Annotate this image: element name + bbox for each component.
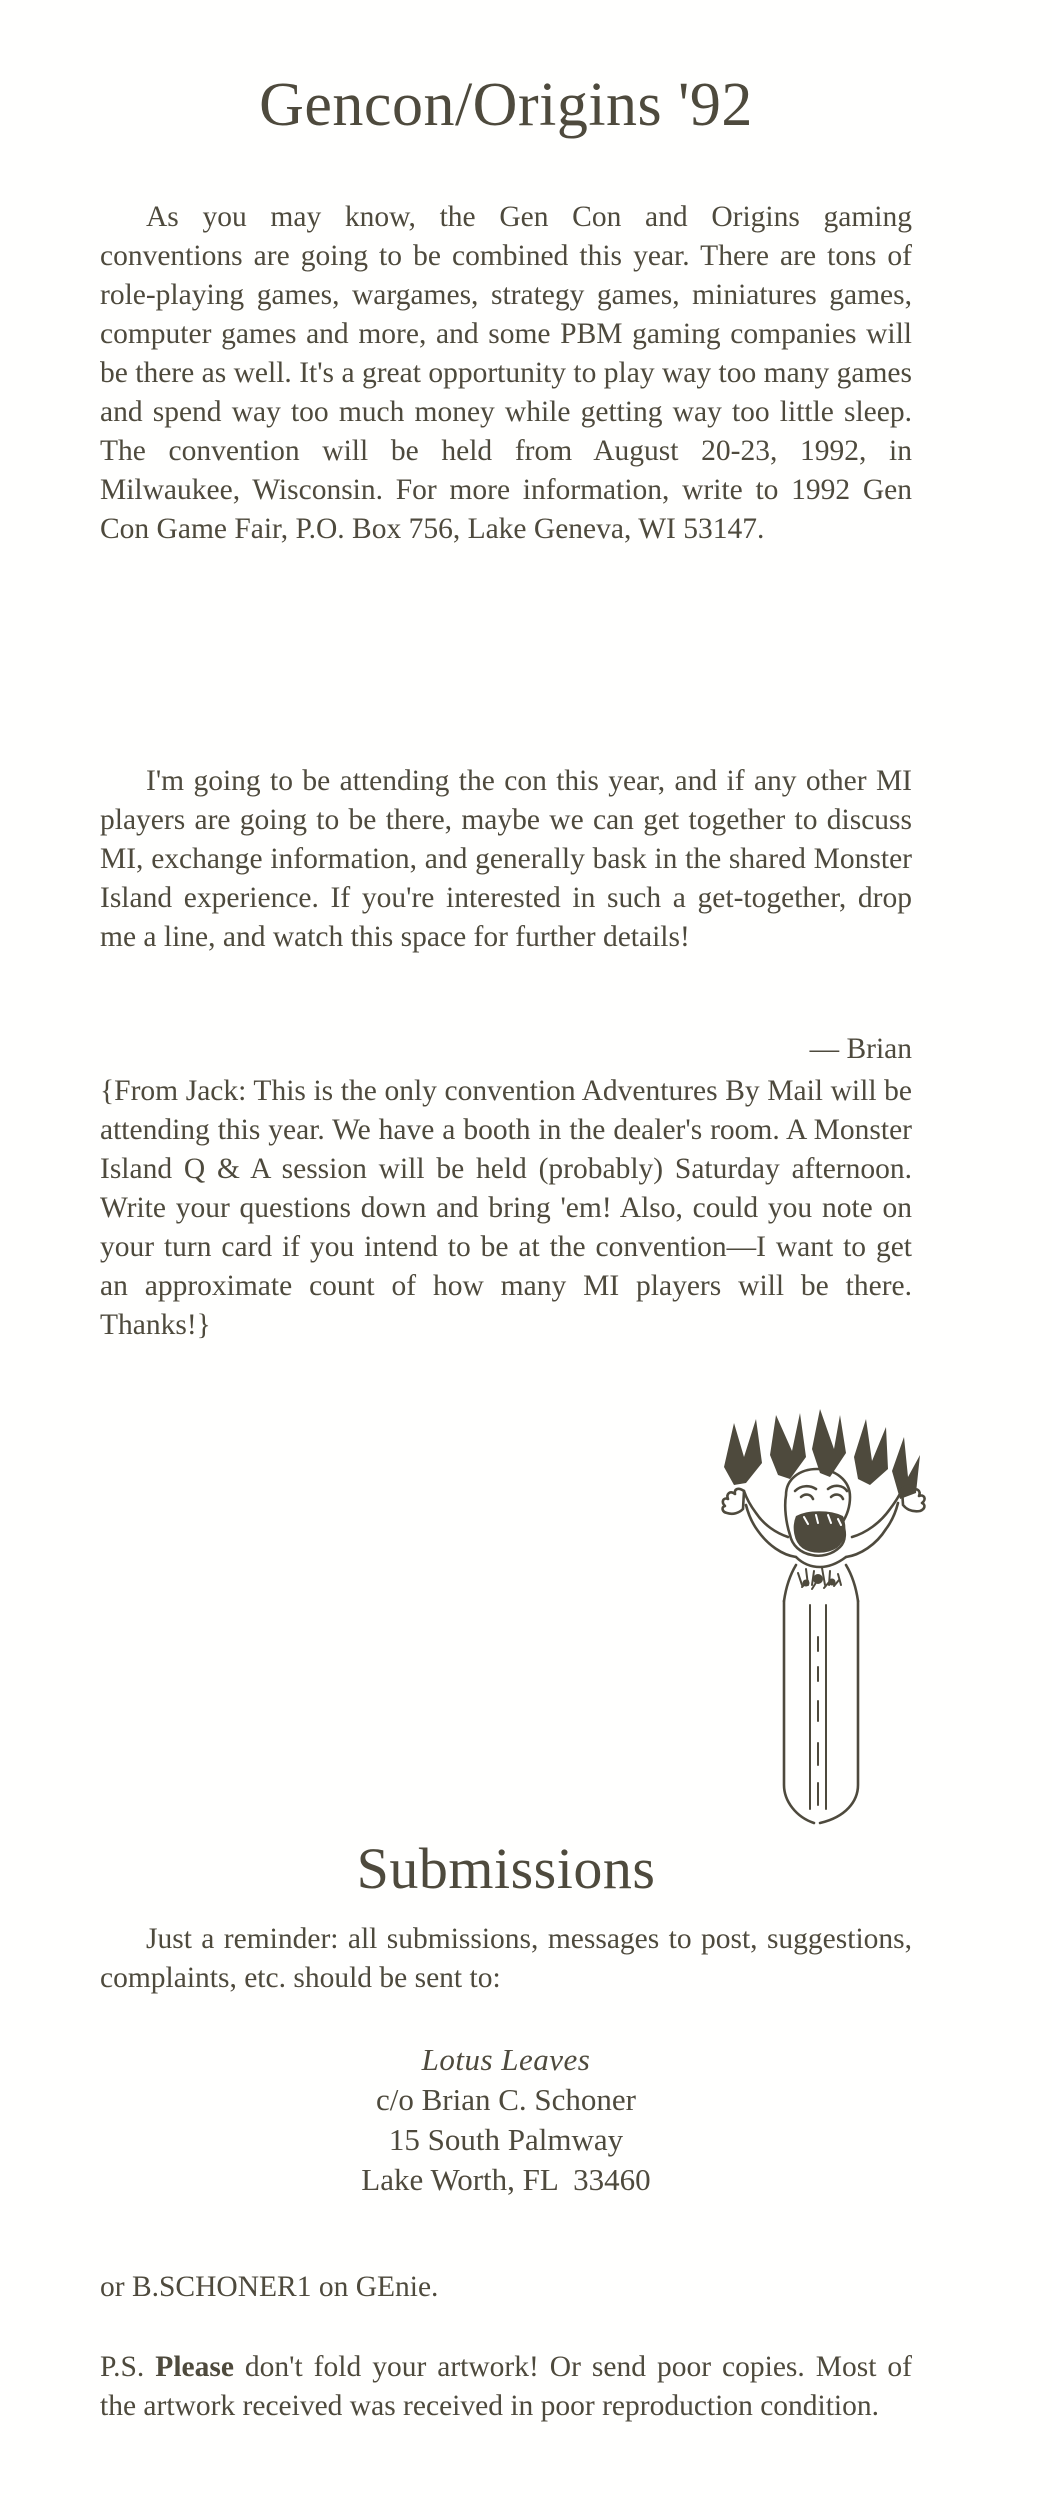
address-care-of: c/o Brian C. Schoner	[375, 2082, 636, 2117]
postscript-paragraph	[100, 2348, 912, 2426]
postscript-emphasis: Please	[155, 2351, 234, 2383]
mailing-address	[100, 2040, 912, 2200]
address-street: 15 South Palmway	[388, 2122, 624, 2157]
genie-address-line: or B.SCHONER1 on GEnie.	[100, 2271, 439, 2303]
postscript-prefix: P.S.	[100, 2351, 156, 2383]
author-signature: — Brian	[809, 1033, 912, 1065]
article-title-block	[100, 71, 912, 139]
address-publication: Lotus Leaves	[421, 2042, 591, 2077]
paragraph-intro: As you may know, the Gen Con and Origins gaming conventions are going to be combined this year. There are tons of role-playing games, wargames, strategy games, miniatures games, computer games and more, and some PBM gaming companies will be there as well. It's a great opportunity to play way too many games and spend way too much money while getting way too little sleep. The convention will be held from August 20-23, 1992, in Milwaukee, Wisconsin. For more information, write to 1992 Gen Con Game Fair, P.O. Box 756, Lake Geneva, WI 53147.	[100, 201, 912, 545]
paragraph-editor-note: {From Jack: This is the only convention Adventures By Mail will be attending this year. We have a booth in the dealer's room. A Monster Island Q & A session will be held (probably) Saturday afternoon. Write your questions down and bring 'em! Also, could you note on your turn card if you intend to be at the convention—I want to get an approximate count of how many MI players will be there. Thanks!}	[100, 1075, 912, 1341]
paragraph-attending: I'm going to be attending the con this year, and if any other MI players are going to be there, maybe we can get together to discuss MI, exchange information, and generally bask in the shared Monster Island experience. If you're interested in such a get-together, drop me a line, and watch this space for further details!	[100, 765, 912, 953]
postscript-rest: don't fold your artwork! Or send poor copies. Most of the artwork received was received in poor reproduction condition.	[100, 2351, 913, 2422]
submissions-heading-block	[100, 1836, 912, 1901]
submissions-reminder: Just a reminder: all submissions, messages to post, suggestions, complaints, etc. should be sent to:	[100, 1923, 912, 1994]
address-city-state-zip: Lake Worth, FL 33460	[361, 2162, 651, 2197]
monster-line-art-icon	[700, 1405, 930, 1825]
page-title: Gencon/Origins '92	[259, 71, 753, 139]
monster-illustration	[700, 1405, 930, 1825]
submissions-heading: Submissions	[356, 1836, 656, 1901]
